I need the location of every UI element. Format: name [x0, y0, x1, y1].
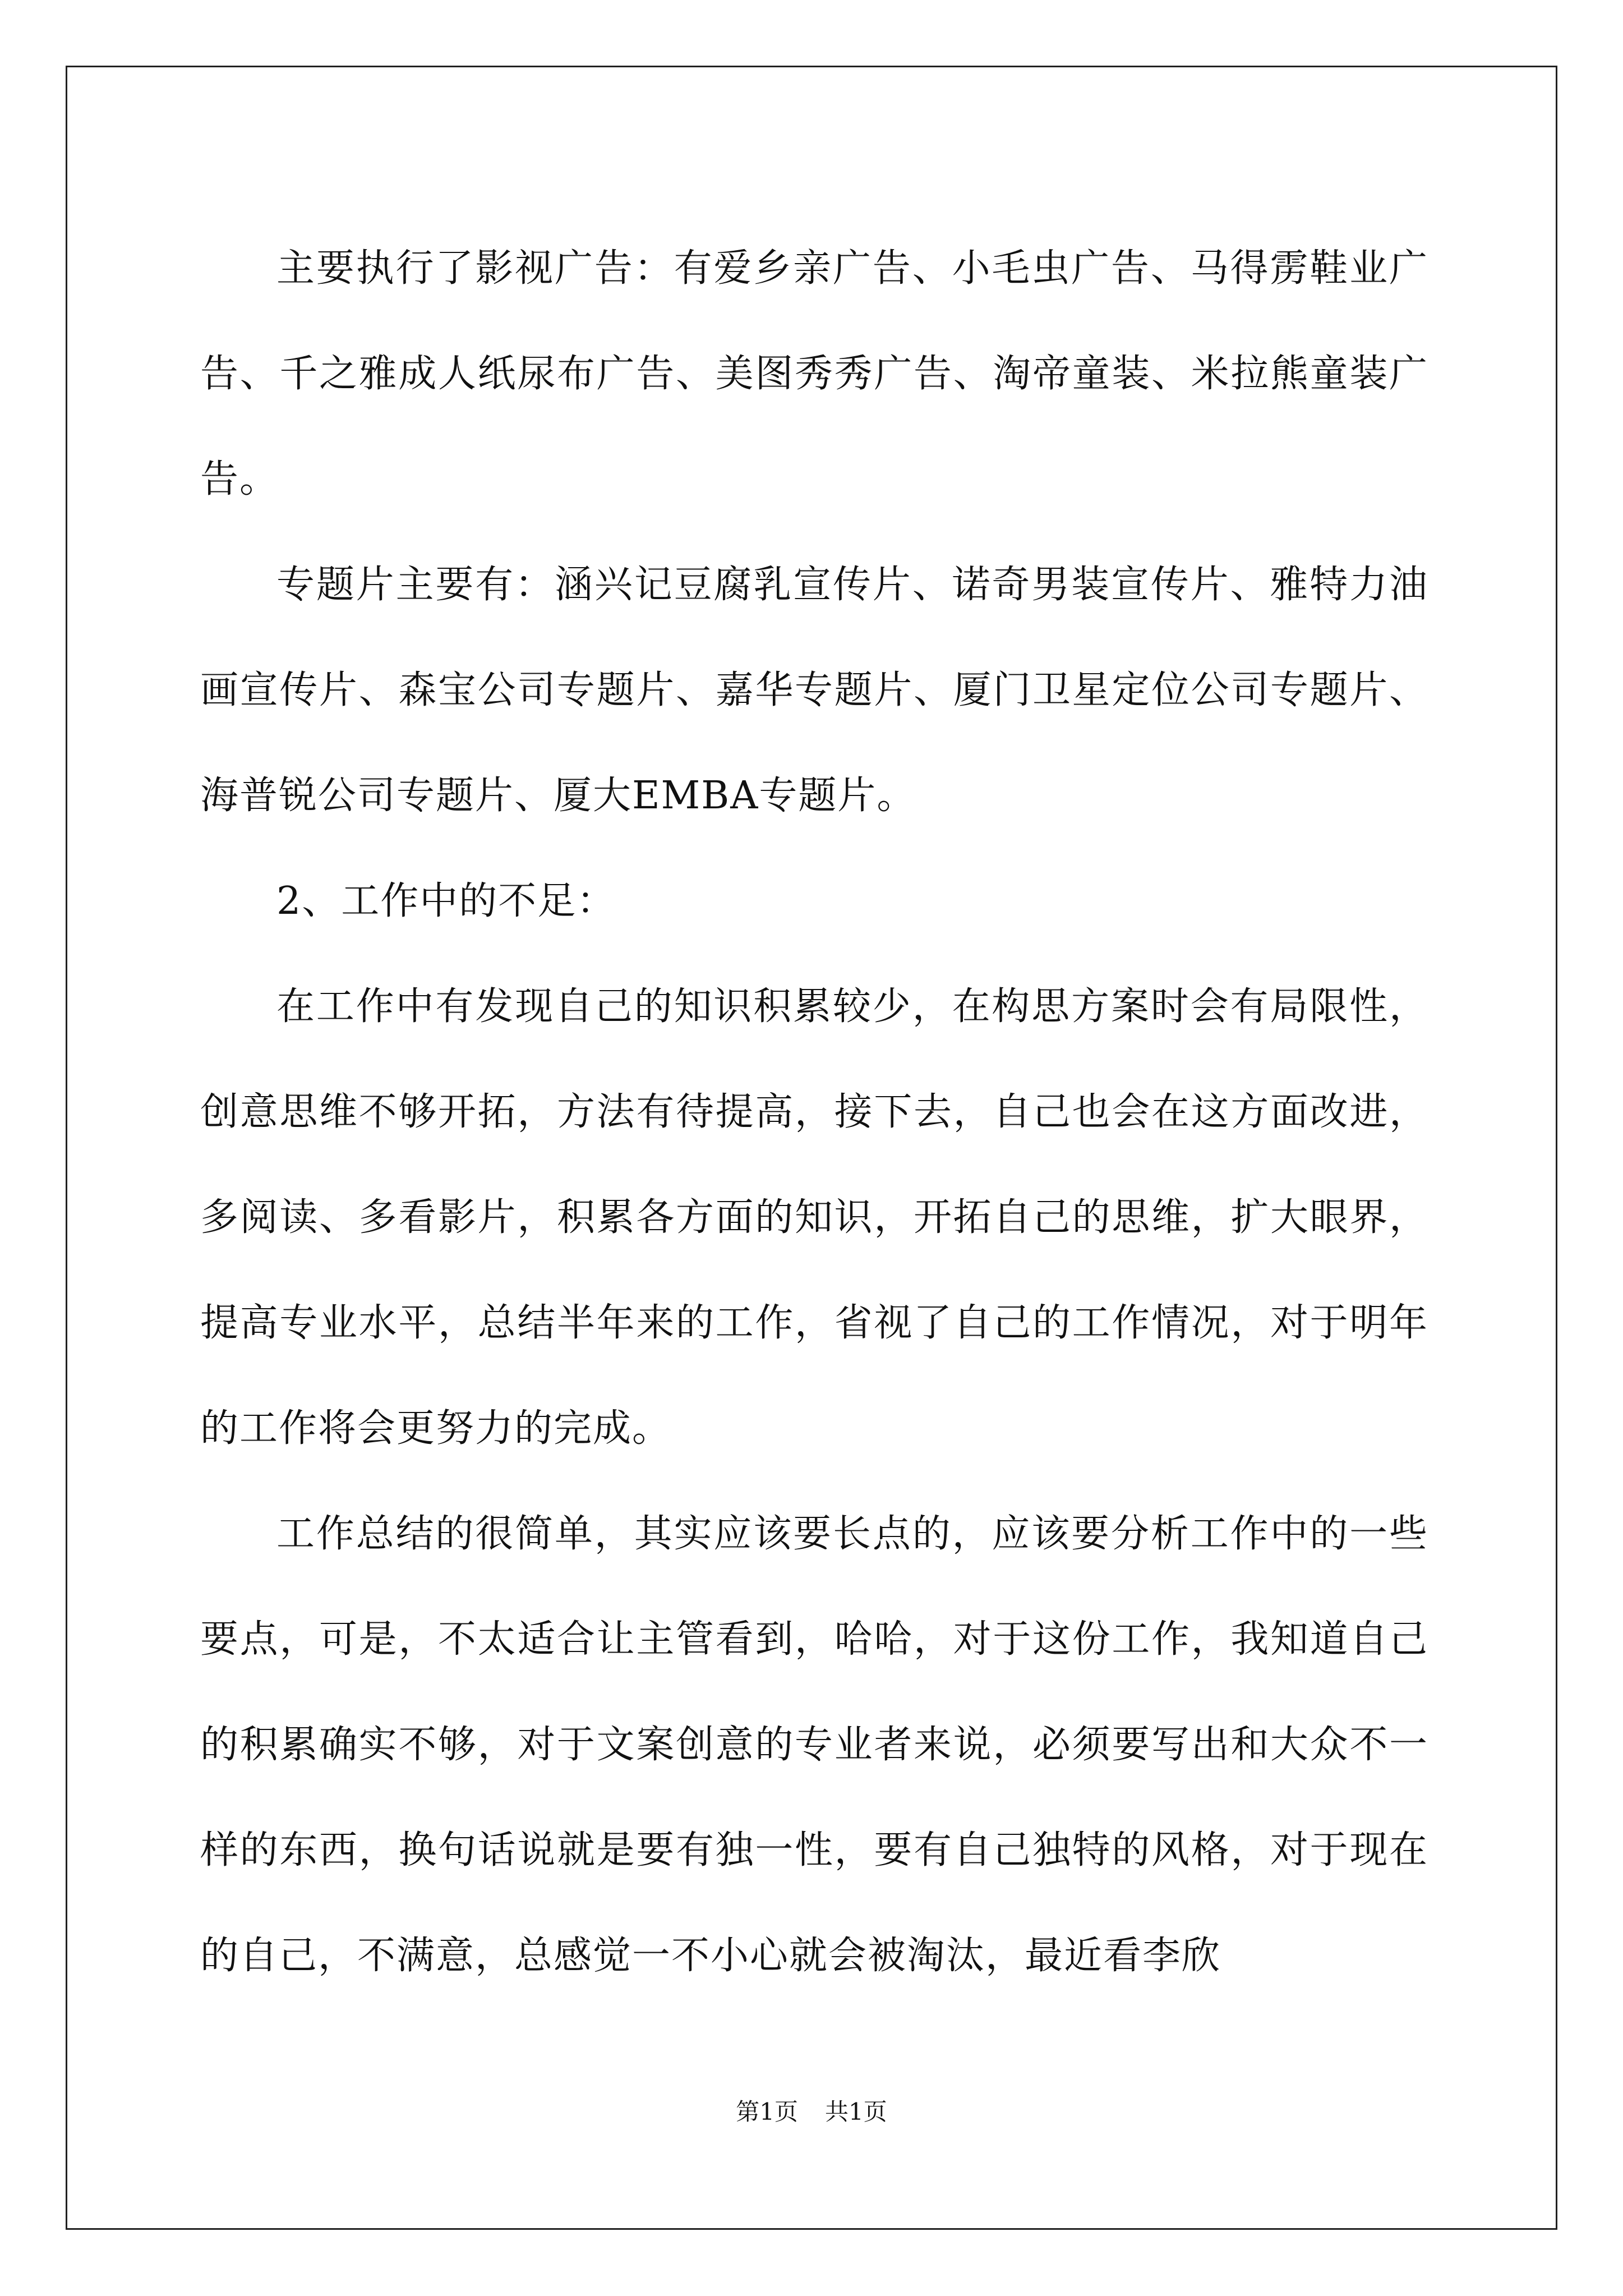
paragraph: 在工作中有发现自己的知识积累较少，在构思方案时会有局限性，创意思维不够开拓，方法有待提高，接下去，自己也会在这方面改进，多阅读、多看影片，积累各方面的知识，开拓自己的思维，扩大眼界，提高专业水平，总结半年来的工作，省视了自己的工作情况，对于明年的工作将会更努力的完成。 [200, 984, 1428, 1451]
page-count: 共1页 [825, 2098, 887, 2125]
page-number: 第1页 [736, 2098, 798, 2125]
paragraph: 专题片主要有：涵兴记豆腐乳宣传片、诺奇男装宣传片、雅特力油画宣传片、森宝公司专题片、嘉华专题片、厦门卫星定位公司专题片、海普锐公司专题片、厦大EMBA专题片。 [200, 563, 1428, 818]
document-body [200, 216, 1428, 2009]
page-footer [0, 2095, 1623, 2129]
paragraph: 主要执行了影视广告：有爱乡亲广告、小毛虫广告、马得雳鞋业广告、千之雅成人纸尿布广告、美图秀秀广告、淘帝童装、米拉熊童装广告。 [200, 246, 1428, 501]
paragraph: 工作总结的很简单，其实应该要长点的，应该要分析工作中的一些要点，可是，不太适合让主管看到，哈哈，对于这份工作，我知道自己的积累确实不够，对于文案创意的专业者来说，必须要写出和大众不一样的东西，换句话说就是要有独一性，要有自己独特的风格，对于现在的自己，不满意，总感觉一不小心就会被淘汰，最近看李欣 [200, 1512, 1428, 1978]
paragraph: 2、工作中的不足： [276, 879, 616, 923]
